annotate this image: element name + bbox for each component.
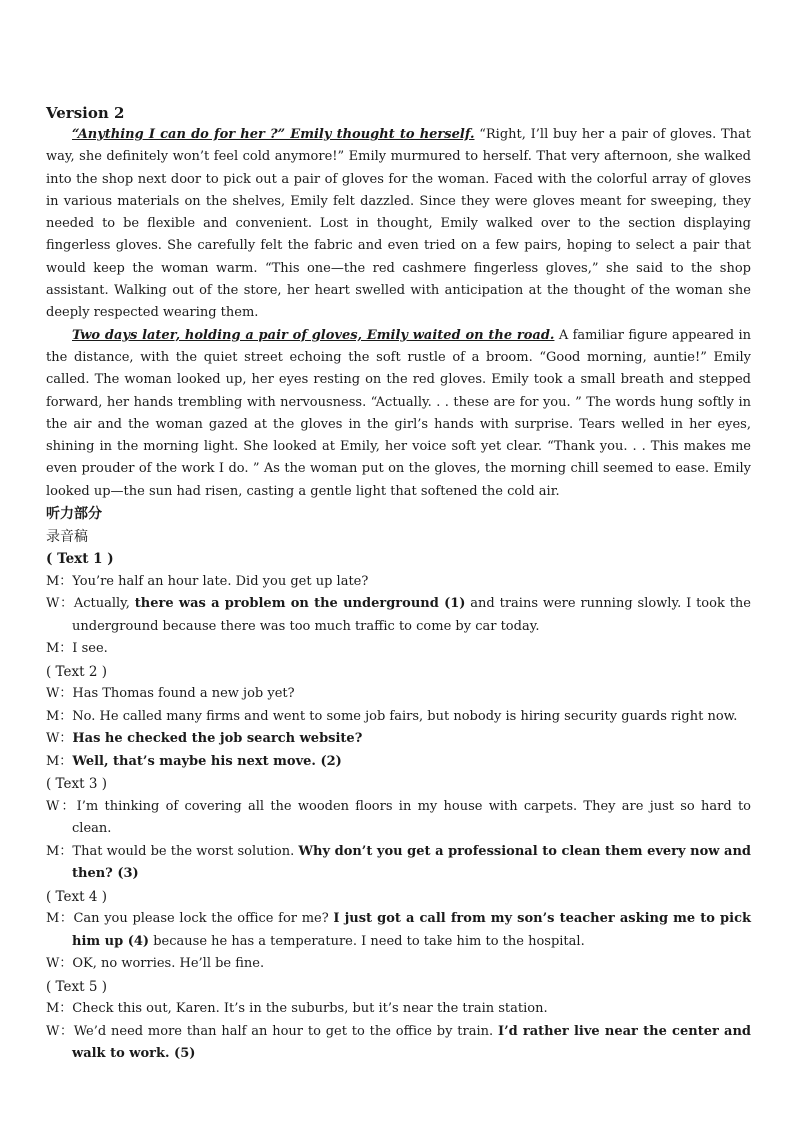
text-4-heading: ( Text 4 ) bbox=[46, 888, 107, 905]
listening-section-title: 听力部分 bbox=[46, 506, 102, 523]
text-4-answer: I just got a call from my son’s teacher asking me to pick him up (4) bbox=[72, 911, 751, 949]
text-3-line-2-a: M：That would be the worst solution. bbox=[46, 843, 299, 859]
paragraph-2-lead: Two days later, holding a pair of gloves, Emily waited on the road. bbox=[72, 327, 555, 343]
version-title: Version 2 bbox=[46, 104, 125, 122]
text-1-line-2 bbox=[46, 593, 751, 638]
text-2-bold-question: Has he checked the job search website? bbox=[72, 731, 363, 747]
text-2-line-1: W：Has Thomas found a new job yet? bbox=[46, 686, 295, 702]
text-1-line-1: M：You’re half an hour late. Did you get up late? bbox=[46, 573, 369, 589]
text-3-line-1: W：I’m thinking of covering all the wooden floors in my house with carpets. They are just so hard to clean. bbox=[46, 798, 751, 837]
text-2-heading: ( Text 2 ) bbox=[46, 663, 107, 680]
story-paragraph-1 bbox=[46, 124, 751, 325]
text-4-line-1-a: M：Can you please lock the office for me? bbox=[46, 911, 334, 927]
text-1-answer: there was a problem on the underground (1) bbox=[134, 596, 466, 612]
text-2-line-3 bbox=[46, 728, 751, 751]
text-4-line-2: W：OK, no worries. He’ll be fine. bbox=[46, 956, 265, 972]
transcript-title: 录音稿 bbox=[46, 528, 88, 545]
text-1-heading: ( Text 1 ) bbox=[46, 551, 114, 568]
text-2-speaker-m: M： bbox=[46, 753, 73, 769]
story-paragraph-2 bbox=[46, 325, 751, 503]
text-4-line-1-c: because he has a temperature. I need to take him to the hospital. bbox=[149, 933, 585, 949]
text-5-heading: ( Text 5 ) bbox=[46, 978, 107, 995]
text-4-line-1 bbox=[46, 908, 751, 953]
text-5-line-2 bbox=[46, 1021, 751, 1066]
text-5-line-2-a: W：We’d need more than half an hour to get to the office by train. bbox=[46, 1023, 498, 1039]
document-page bbox=[46, 102, 751, 1066]
text-1-line-3: M：I see. bbox=[46, 641, 108, 657]
text-2-line-2: M：No. He called many firms and went to some job fairs, but nobody is hiring security guards right now. bbox=[46, 708, 738, 724]
paragraph-2-body: A familiar figure appeared in the distance, with the quiet street echoing the soft rustle of a broom. “Good morning, auntie!” Emily called. The woman looked up, her eyes resting on the red gloves. Emily took a small breath and stepped forward, her hands trembling with nervousness. “Actually. . . these are for you. ” The words hung softly in the air and the woman gazed at the gloves in the girl’s hands with surprise. Tears welled in her eyes, shining in the morning light. She looked at Emily, her voice soft yet clear. “Thank you. . . This makes me even prouder of the work I do. ” As the woman put on the gloves, the morning chill seemed to ease. Emily looked up—the sun had risen, casting a gentle light that softened the cold air. bbox=[46, 327, 751, 499]
text-1-line-2-c: and trains were running slowly. I took the underground because there was too much traffic to come by car today. bbox=[72, 596, 751, 634]
text-3-line-2 bbox=[46, 841, 751, 886]
text-2-line-4 bbox=[46, 751, 751, 774]
text-3-answer: Why don’t you get a professional to clean them every now and then? (3) bbox=[72, 843, 751, 882]
text-1-line-2-a: W：Actually, bbox=[46, 596, 135, 612]
text-3-heading: ( Text 3 ) bbox=[46, 776, 107, 793]
paragraph-1-lead: “Anything I can do for her ?” Emily thought to herself. bbox=[72, 127, 475, 142]
text-2-answer: Well, that’s maybe his next move. (2) bbox=[72, 753, 342, 769]
text-5-line-1: M：Check this out, Karen. It’s in the suburbs, but it’s near the train station. bbox=[46, 1001, 548, 1017]
text-2-speaker-w: W： bbox=[46, 731, 73, 747]
text-5-answer: I’d rather live near the center and walk to work. (5) bbox=[72, 1023, 752, 1062]
paragraph-1-body: “Right, I’ll buy her a pair of gloves. That way, she definitely won’t feel cold anymore!” Emily murmured to herself. That very afternoon, she walked into the shop next door to pick out a pair of gloves for the woman. Faced with the colorful array of gloves in various materials on the shelves, Emily felt dazzled. Since they were gloves meant for sweeping, they needed to be flexible and convenient. Lost in thought, Emily walked over to the section displaying fingerless gloves. She carefully felt the fabric and even tried on a few pairs, hoping to select a pair that would keep the woman warm. “This one—the red cashmere fingerless gloves,” she said to the shop assistant. Walking out of the store, her heart swelled with anticipation at the thought of the woman she deeply respected wearing them. bbox=[46, 127, 751, 321]
